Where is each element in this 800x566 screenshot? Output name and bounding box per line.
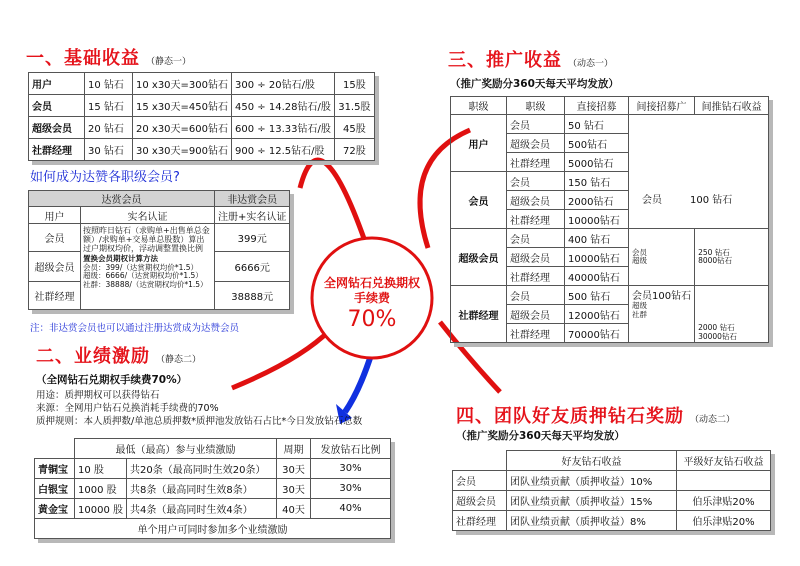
- howto-col-b: 非达赏会员: [215, 191, 290, 207]
- sec3-cell: 超级会员: [507, 248, 565, 267]
- sec3-table: [450, 96, 769, 343]
- sec1-note: （静态一）: [146, 57, 192, 67]
- sec2-note: （静态二）: [156, 355, 202, 365]
- sec3-cell: 150 钻石: [565, 172, 629, 191]
- sec1-table: [28, 72, 375, 161]
- sec3-g-super-val: 2000 钻石: [698, 323, 735, 332]
- sec1-cell: 10 x30天=300钻石: [133, 73, 232, 95]
- sec1-cell: 15 钻石: [85, 95, 133, 117]
- sec1-cell: 超级会员: [29, 117, 85, 139]
- howto-rule-cell: [81, 224, 215, 310]
- sec3-member-overlay: [642, 191, 732, 206]
- sec3-empty: [629, 115, 769, 229]
- sec3-cell: 50 钻石: [565, 115, 629, 134]
- sec1-cell: 72股: [334, 139, 374, 161]
- sec2-cell: 黄金宝: [35, 499, 75, 519]
- sec3-h2: 直接招募: [565, 97, 629, 115]
- sec2-cell: 40%: [311, 499, 391, 519]
- sec3-m-member-val: 100 钻石: [690, 195, 733, 206]
- sec1-cell: 用户: [29, 73, 85, 95]
- sec4-cell: 团队业绩贡献（质押收益）10%: [507, 471, 677, 491]
- sec4-h1: 好友钻石收益: [507, 451, 677, 471]
- sec1-title-text: 一、基础收益: [26, 48, 140, 69]
- sec3-cell: 超级会员: [507, 191, 565, 210]
- sec3-cell: 70000钻石: [565, 324, 629, 343]
- sec2-l3: 质押规则：本人质押数/单池总质押数*质押池发放钻石占比*今日发放钻石总数: [36, 416, 363, 427]
- sec3-h3: 间接招募广: [629, 97, 695, 115]
- sec3-cell: 社群经理: [507, 324, 565, 343]
- sec2-subtitle: （全网钻石兑期权手续费70%）: [36, 374, 188, 386]
- howto-footnote: 注：非达赏会员也可以通过注册达赏成为达赞会员: [30, 323, 240, 334]
- sec3-group-name: 超级会员: [451, 229, 507, 286]
- howto-p-manager: 38888元: [215, 282, 290, 310]
- table-row: [453, 491, 771, 511]
- sec4-h0: [453, 451, 507, 471]
- howto-h-user: 用户: [29, 207, 81, 224]
- sec1-title: [26, 44, 191, 70]
- sec3-h0: 职级: [451, 97, 507, 115]
- howto-table: [28, 190, 290, 310]
- table-row: [29, 117, 375, 139]
- sec4-subtitle: （推广奖励分360天每天平均发放）: [456, 430, 625, 442]
- sec1-cell: 900 ÷ 12.5钻石/股: [232, 139, 335, 161]
- sec3-cell: 会员: [507, 115, 565, 134]
- table-row: [453, 471, 771, 491]
- table-row: [35, 499, 391, 519]
- sec1-cell: 600 ÷ 13.33钻石/股: [232, 117, 335, 139]
- howto-f1: 会员：399/（达赏期权均价*1.5）: [83, 262, 199, 272]
- sec3-group-name: 社群经理: [451, 286, 507, 343]
- sec3-s-member: 会员: [632, 247, 647, 257]
- sec3-sub-label-cell: [629, 229, 695, 286]
- sec3-subtitle: （推广奖励分360天每天平均发放）: [450, 78, 619, 90]
- sec1-cell: 会员: [29, 95, 85, 117]
- sec3-cell: 10000钻石: [565, 248, 629, 267]
- sec3-g-member: 会员100钻石: [632, 291, 692, 302]
- sec4-cell: [677, 471, 771, 491]
- sec2-l1: 用途：质押期权可以获得钻石: [36, 390, 160, 401]
- sec1-cell: 450 ÷ 14.28钻石/股: [232, 95, 335, 117]
- sec1-cell: 10 钻石: [85, 73, 133, 95]
- arrow-bottom-left: [232, 330, 330, 388]
- sec2-cell: 1000 股: [75, 479, 127, 499]
- center-line1: 全网钻石兑换期权: [323, 276, 420, 290]
- sec4-cell: 超级会员: [453, 491, 507, 511]
- sec1-cell: 社群经理: [29, 139, 85, 161]
- sec3-sub-value-cell: [695, 229, 769, 286]
- sec3-cell: 社群经理: [507, 153, 565, 172]
- sec3-title-text: 三、推广收益: [448, 50, 562, 71]
- howto-manager: 社群经理: [29, 282, 81, 310]
- howto-col-a: 达赏会员: [29, 191, 215, 207]
- sec3-g-label-cell: [629, 286, 695, 343]
- sec3-cell: 400 钻石: [565, 229, 629, 248]
- sec3-cell: 会员: [507, 229, 565, 248]
- sec2-cell: 30天: [277, 479, 311, 499]
- center-text: [312, 276, 432, 332]
- sec3-cell: 12000钻石: [565, 305, 629, 324]
- sec3-note: （动态一）: [568, 59, 614, 69]
- sec3-g-manager: 社群: [632, 309, 647, 319]
- sec4-cell: 团队业绩贡献（质押收益）15%: [507, 491, 677, 511]
- sec2-cell: 10000 股: [75, 499, 127, 519]
- howto-super: 超级会员: [29, 252, 81, 282]
- table-row: [451, 115, 769, 134]
- sec2-cell: 30天: [277, 459, 311, 479]
- sec3-cell: 社群经理: [507, 267, 565, 286]
- sec4-note: （动态二）: [690, 415, 736, 425]
- table-row: [35, 459, 391, 479]
- sec3-group-name: 会员: [451, 172, 507, 229]
- sec2-title-text: 二、业绩激励: [36, 346, 150, 367]
- sec3-h4: 间推钻石收益: [695, 97, 769, 115]
- sec2-cell: 10 股: [75, 459, 127, 479]
- howto-p-super: 6666元: [215, 252, 290, 282]
- sec2-cell: 30%: [311, 459, 391, 479]
- sec4-cell: 伯乐津贴20%: [677, 511, 771, 531]
- sec3-cell: 社群经理: [507, 210, 565, 229]
- sec3-m-member: 会员: [642, 195, 662, 206]
- sec1-cell: 20 x30天=600钻石: [133, 117, 232, 139]
- table-row: [29, 95, 375, 117]
- sec2-h0: [35, 439, 75, 459]
- sec1-cell: 300 ÷ 20钻石/股: [232, 73, 335, 95]
- sec3-cell: 500 钻石: [565, 286, 629, 305]
- sec4-cell: 社群经理: [453, 511, 507, 531]
- howto-title: 如何成为达赞各职级会员?: [30, 170, 180, 185]
- sec4-h2: 平级好友钻石收益: [677, 451, 771, 471]
- sec2-cell: 30%: [311, 479, 391, 499]
- sec4-title-text: 四、团队好友质押钻石奖励: [456, 406, 684, 427]
- sec3-s-super-val: 8000钻石: [698, 256, 733, 265]
- howto-f2: 超级：6666/（达赏期权均价*1.5）: [83, 271, 203, 280]
- sec2-cell: 共20条（最高同时生效20条）: [127, 459, 277, 479]
- sec1-cell: 31.5股: [334, 95, 374, 117]
- table-row: [451, 229, 769, 248]
- howto-f3: 社群：38888/（达赏期权均价*1.5）: [83, 279, 208, 289]
- sec2-title: [36, 342, 201, 368]
- sec3-g-super: 超级: [632, 301, 647, 310]
- center-pct: 70%: [347, 307, 397, 332]
- sec2-cell: 共4条（最高同时生效4条）: [127, 499, 277, 519]
- howto-member: 会员: [29, 224, 81, 252]
- table-row: [35, 479, 391, 499]
- center-line2: 手续费: [353, 291, 390, 305]
- sec2-h1: 最低（最高）参与业绩激励: [75, 439, 277, 459]
- sec3-s-member-val: 250 钻石: [698, 247, 730, 257]
- sec3-group-name: 用户: [451, 115, 507, 172]
- sec3-g-value-cell: [695, 286, 769, 343]
- sec4-cell: 团队业绩贡献（质押收益）8%: [507, 511, 677, 531]
- sec3-cell: 会员: [507, 286, 565, 305]
- sec1-cell: 20 钻石: [85, 117, 133, 139]
- sec3-cell: 会员: [507, 172, 565, 191]
- arrow-blue: [345, 352, 372, 412]
- howto-formula-title: 置换会员期权计算方法: [83, 254, 158, 263]
- sec4-title: [456, 402, 735, 428]
- howto-rule: 按照昨日钻石（求购单+出售单总金额）/求购单+交易单总股数）算出过户期权均价，浮动调整置换比例: [83, 226, 210, 253]
- howto-p-member: 399元: [215, 224, 290, 252]
- sec2-footer: 单个用户可同时参加多个业绩激励: [35, 519, 391, 539]
- sec1-cell: 30 x30天=900钻石: [133, 139, 232, 161]
- sec4-cell: 会员: [453, 471, 507, 491]
- sec4-cell: 伯乐津贴20%: [677, 491, 771, 511]
- sec3-cell: 500钻石: [565, 134, 629, 153]
- sec3-cell: 超级会员: [507, 305, 565, 324]
- sec2-cell: 青铜宝: [35, 459, 75, 479]
- sec3-cell: 超级会员: [507, 134, 565, 153]
- howto-h-reg: 注册+实名认证: [215, 207, 290, 224]
- howto-h-cert: 实名认证: [81, 207, 215, 224]
- sec2-table: [34, 438, 391, 539]
- sec3-s-super: 超级: [632, 256, 647, 265]
- sec3-title: [448, 46, 613, 72]
- sec2-cell: 白银宝: [35, 479, 75, 499]
- sec2-l2: 来源：全网用户钻石兑换消耗手续费的70%: [36, 403, 219, 414]
- table-row: [29, 139, 375, 161]
- sec3-cell: 2000钻石: [565, 191, 629, 210]
- sec3-cell: 5000钻石: [565, 153, 629, 172]
- sec3-h1: 职级: [507, 97, 565, 115]
- sec2-h3: 发放钻石比例: [311, 439, 391, 459]
- sec1-cell: 45股: [334, 117, 374, 139]
- sec1-cell: 30 钻石: [85, 139, 133, 161]
- sec2-cell: 共8条（最高同时生效8条）: [127, 479, 277, 499]
- sec3-g-manager-val: 30000钻石: [698, 331, 737, 341]
- sec1-cell: 15股: [334, 73, 374, 95]
- table-row: [453, 511, 771, 531]
- sec2-cell: 40天: [277, 499, 311, 519]
- sec1-cell: 15 x30天=450钻石: [133, 95, 232, 117]
- table-row: [29, 73, 375, 95]
- arrow-top-left: [300, 160, 368, 250]
- table-row: [451, 286, 769, 305]
- sec4-table: [452, 450, 771, 531]
- sec3-cell: 40000钻石: [565, 267, 629, 286]
- sec2-h2: 周期: [277, 439, 311, 459]
- sec3-cell: 10000钻石: [565, 210, 629, 229]
